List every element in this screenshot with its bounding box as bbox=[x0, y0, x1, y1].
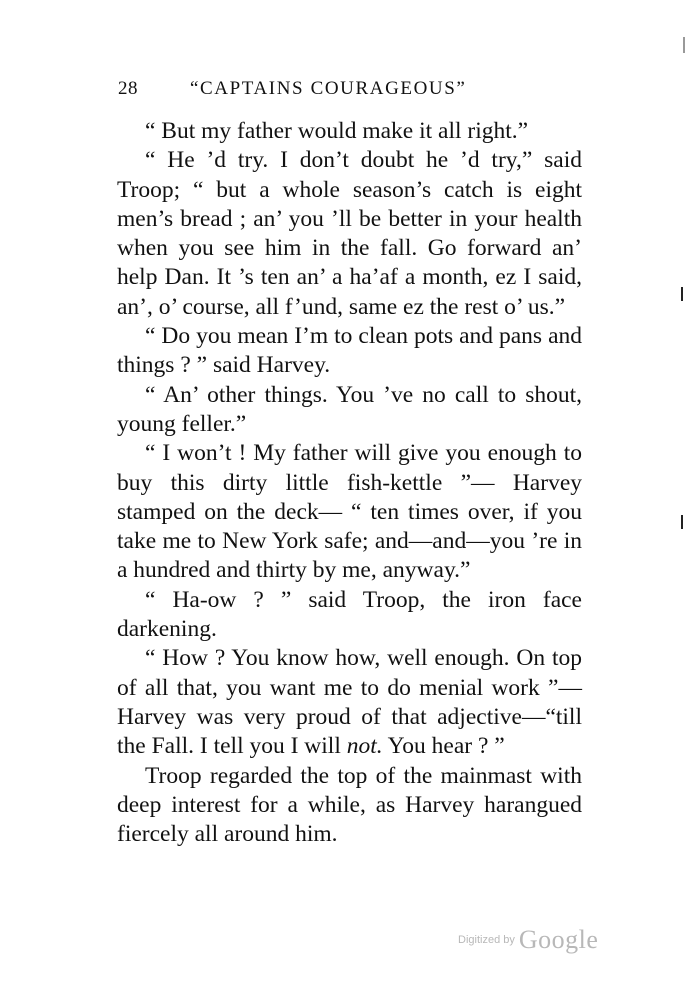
paragraph bbox=[117, 644, 582, 761]
paragraph: “ He ’d try. I don’t doubt he ’d try,” said Troop; “ but a whole season’s catch is eight men’s bread ; an’ you ’ll be better in your health when you see him in the fall. Go forward an’ help Dan. It ’s ten an’ a ha’af a month, ez I said, an’, o’ course, all f’und, same ez the rest o’ us.” bbox=[117, 147, 582, 320]
digitization-watermark bbox=[458, 925, 598, 955]
body-text bbox=[117, 117, 582, 849]
paragraph: “ An’ other things. You ’ve no call to shout, young feller.” bbox=[117, 381, 582, 437]
page-number: 28 bbox=[118, 78, 138, 99]
scan-mark bbox=[681, 287, 683, 301]
scan-mark bbox=[681, 515, 683, 529]
paragraph-text: “ How ? You know how, well enough. On top of all that, you want me to do menial work ”—Harvey was very proud of that adjective—“till the Fall. I tell you I will bbox=[117, 645, 582, 760]
paragraph: “ Ha-ow ? ” said Troop, the iron face darkening. bbox=[117, 586, 582, 643]
page-header bbox=[118, 78, 588, 104]
paragraph-text: You hear ? ” bbox=[382, 733, 505, 760]
paragraph: “ But my father would make it all right.” bbox=[145, 118, 529, 144]
watermark-prefix: Digitized by bbox=[458, 934, 515, 946]
watermark-brand: Google bbox=[518, 925, 599, 954]
paragraph: Troop regarded the top of the mainmast with deep interest for a while, as Harvey harangued fiercely all around him. bbox=[117, 762, 582, 848]
emphasized-word: not. bbox=[346, 733, 383, 760]
paragraph: “ I won’t ! My father will give you enough to buy this dirty little fish-kettle ”— Harvey stamped on the deck— “ ten times over, if you take me to New York safe; and—and—you ’re in a hundred and thirty by me, anyway.” bbox=[117, 440, 582, 584]
running-title: “CAPTAINS COURAGEOUS” bbox=[190, 78, 467, 99]
paragraph: “ Do you mean I’m to clean pots and pans and things ? ” said Harvey. bbox=[117, 323, 582, 379]
scan-mark bbox=[683, 37, 685, 53]
